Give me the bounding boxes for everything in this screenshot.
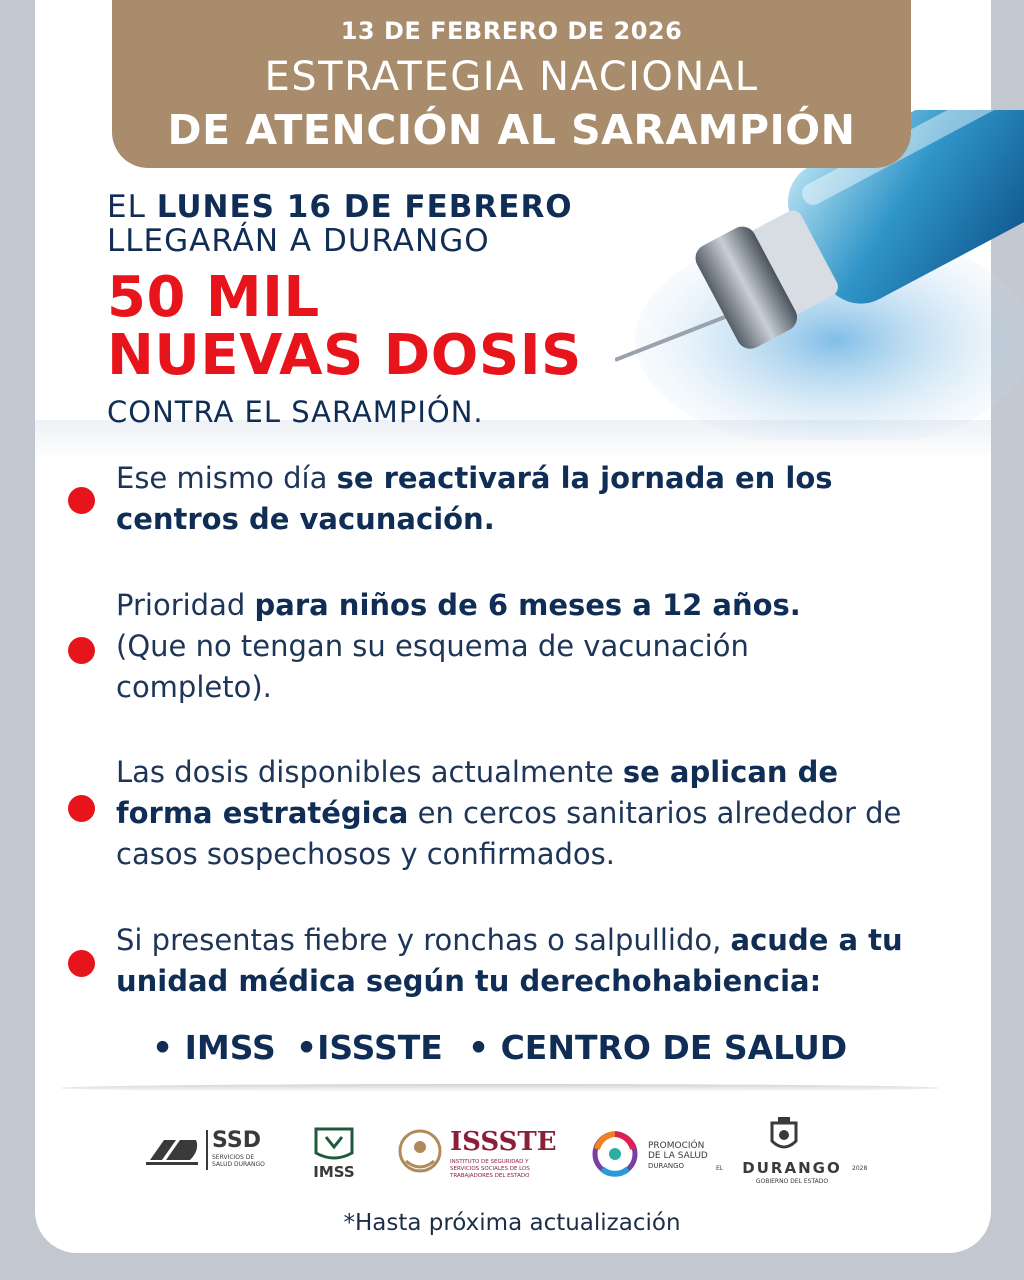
imss-logo [310, 1125, 358, 1183]
bullet-bold: acude a tu unidad médica según tu derechohabiencia: [116, 923, 903, 998]
announcement-text [107, 190, 573, 258]
bullet-text: Ese mismo día [116, 461, 337, 495]
ssd-logo [146, 1130, 271, 1170]
ssd-subtitle: SERVICIOS DE SALUD DURANGO [212, 1154, 265, 1168]
durango-wordmark: DURANGO [742, 1159, 842, 1177]
bullet-1 [116, 458, 876, 540]
promocion-wordmark: PROMOCIÓN [648, 1141, 705, 1151]
durango-shield-icon [764, 1115, 804, 1157]
header-date: 13 DE FEBRERO DE 2026 [340, 17, 683, 45]
promocion-salud-logo [592, 1131, 712, 1181]
issste-logo [392, 1127, 562, 1187]
institution-list [0, 1028, 1024, 1068]
announcement-line1 [107, 190, 573, 224]
divider-shadow [60, 1084, 940, 1092]
promocion-text [648, 1141, 708, 1171]
promocion-subtitle: DE LA SALUD [648, 1151, 708, 1161]
announcement-line3 [107, 395, 484, 429]
dose-count: 50 MIL [107, 265, 320, 330]
issste-subtitle: INSTITUTO DE SEGURIDAD Y SERVICIOS SOCIALES DE LOS TRABAJADORES DEL ESTADO [450, 1159, 530, 1179]
durango-year: 2028 [852, 1165, 868, 1172]
bullet-4 [116, 920, 916, 1002]
announcement-date: LUNES 16 DE FEBRERO [156, 189, 573, 225]
bullet-dot [68, 487, 95, 514]
bullet-text: en cercos sanitarios alrededor de casos sospechosos y confirmados. [116, 796, 902, 871]
bullet-bold: se reactivará la jornada en los centros de vacunación. [116, 461, 833, 536]
header-title-line1: ESTRATEGIA NACIONAL [264, 54, 759, 100]
promocion-subtitle2: DURANGO [648, 1162, 685, 1170]
announcement-destination: LLEGARÁN A DURANGO [107, 223, 490, 259]
logo-strip [0, 1115, 1024, 1195]
bullet-3 [116, 752, 916, 875]
bullet-text: Prioridad [116, 588, 255, 622]
bullet-dot [68, 637, 95, 664]
dose-label: NUEVAS DOSIS [107, 323, 582, 388]
header-banner [112, 0, 911, 168]
promocion-emblem-icon [592, 1131, 638, 1177]
bullet-dot [68, 795, 95, 822]
bullet-text: Si presentas fiebre y ronchas o salpullido, [116, 923, 731, 957]
bullet-text: Las dosis disponibles actualmente [116, 755, 623, 789]
durango-prefix: EL [716, 1165, 724, 1172]
header-title-line2: DE ATENCIÓN AL SARAMPIÓN [167, 106, 856, 154]
ssd-emblem-icon [146, 1130, 201, 1170]
bullet-text: (Que no tengan su esquema de vacunación completo). [116, 629, 749, 704]
bullet-bold: para niños de 6 meses a 12 años. [254, 588, 801, 622]
issste-hands-icon [392, 1127, 448, 1177]
bullet-2 [116, 585, 836, 708]
institution-centro-salud: • CENTRO DE SALUD [468, 1028, 848, 1067]
announcement-line2 [107, 224, 573, 258]
announcement-prefix: EL [107, 189, 157, 225]
bullet-bold: se aplican de forma estratégica [116, 755, 839, 830]
imss-wordmark: IMSS [313, 1163, 355, 1181]
issste-wordmark: ISSSTE [450, 1127, 557, 1157]
bullet-dot [68, 950, 95, 977]
footnote: *Hasta próxima actualización [343, 1210, 681, 1236]
ssd-wordmark: SSD [212, 1128, 261, 1153]
durango-logo [716, 1115, 876, 1190]
ssd-divider [206, 1130, 208, 1170]
institution-imss: • IMSS [152, 1028, 276, 1067]
imss-eagle-icon [310, 1125, 358, 1163]
durango-subtitle: GOBIERNO DEL ESTADO [755, 1178, 829, 1185]
announcement-line3-text: CONTRA EL SARAMPIÓN. [107, 395, 484, 429]
institution-issste: •ISSSTE [296, 1028, 443, 1067]
